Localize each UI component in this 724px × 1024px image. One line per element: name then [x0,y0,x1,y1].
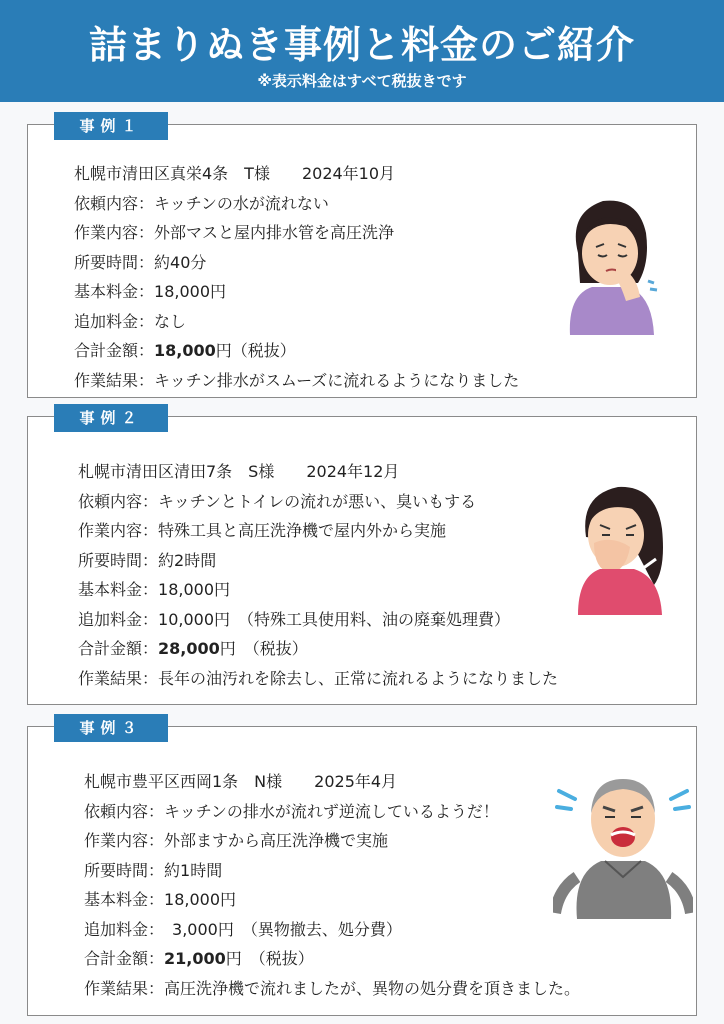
total-row: 合計金額：21,000円 （税抜） [84,949,314,968]
extra-fee-row: 追加料金：なし [74,311,187,331]
base-fee-row: 基本料金：18,000円 [74,282,227,301]
page-title: 詰まりぬき事例と料金のご紹介 [88,23,635,67]
case-tag: 事例１ [54,112,168,140]
result-row: 作業結果：キッチン排水がスムーズに流れるようになりました [74,370,520,390]
time-row: 所要時間：約1時間 [84,860,223,880]
extra-fee-row: 追加料金： 3,000円 （異物撤去、処分費） [84,919,402,939]
work-row: 作業内容：外部ますから高圧洗浄機で実施 [84,831,389,850]
case-card-2 [27,409,697,705]
tax-note: ※表示料金はすべて税抜きです [257,72,467,90]
work-row: 作業内容：外部マスと屋内排水管を高圧洗浄 [74,223,395,242]
total-row: 合計金額：18,000円（税抜） [74,341,296,360]
case-tag: 事例２ [54,404,168,432]
base-fee-row: 基本料金：18,000円 [84,890,237,909]
disgusted-woman-illustration [572,473,668,615]
worried-woman-illustration [558,183,658,335]
work-row: 作業内容：特殊工具と高圧洗浄機で屋内外から実施 [78,521,447,540]
case-location: 札幌市豊平区西岡1条 N様 2025年4月 [84,772,398,791]
result-row: 作業結果：長年の油汚れを除去し、正常に流れるようになりました [78,668,559,688]
request-row: 依頼内容：キッチンの排水が流れず逆流しているようだ！ [84,801,499,821]
shouting-man-illustration [553,773,693,919]
case-card-1 [27,117,697,398]
request-row: 依頼内容：キッチンとトイレの流れが悪い、臭いもする [78,491,477,511]
case-card-3 [27,719,697,1016]
case-location: 札幌市清田区清田7条 S様 2024年12月 [78,462,400,481]
time-row: 所要時間：約2時間 [78,550,217,570]
total-row: 合計金額：28,000円 （税抜） [78,639,308,658]
time-row: 所要時間：約40分 [74,252,207,272]
result-row: 作業結果：高圧洗浄機で流れましたが、異物の処分費を頂きました。 [84,978,581,998]
base-fee-row: 基本料金：18,000円 [78,580,231,599]
request-row: 依頼内容：キッチンの水が流れない [74,193,329,213]
page-header [0,0,724,102]
case-tag: 事例３ [54,714,168,742]
extra-fee-row: 追加料金：10,000円 （特殊工具使用料、油の廃棄処理費） [78,609,511,629]
case-location: 札幌市清田区真栄4条 T様 2024年10月 [74,164,396,183]
